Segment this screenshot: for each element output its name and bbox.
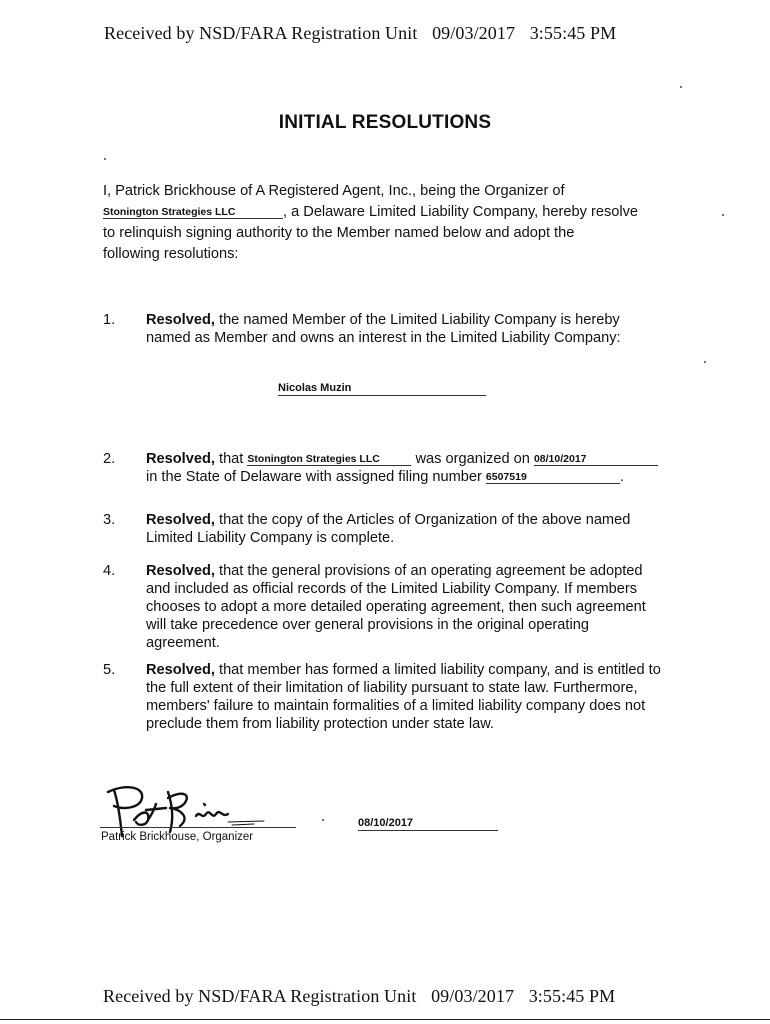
resolution-3-number: 3. bbox=[103, 512, 116, 528]
resolution-2-line-2 bbox=[146, 468, 676, 486]
resolution-4-bold: Resolved, bbox=[146, 563, 215, 579]
resolution-1-text: the named Member of the Limited Liability Company is hereby named as Member and owns an interest in the Limited Liability Company: bbox=[146, 312, 621, 346]
header-stamp bbox=[104, 23, 616, 44]
intro-line-3: to relinquish signing authority to the Member named below and adopt the bbox=[103, 225, 575, 241]
member-name: Nicolas Muzin bbox=[278, 381, 486, 396]
resolution-2-part2: was organized on bbox=[415, 451, 530, 467]
scan-speck bbox=[722, 214, 724, 216]
header-stamp-time: 3:55:45 PM bbox=[529, 23, 617, 43]
resolution-2-date-fill: 08/10/2017 bbox=[534, 453, 658, 466]
resolution-3-text: that the copy of the Articles of Organization of the above named Limited Liability Company is complete. bbox=[146, 512, 631, 546]
resolution-4-text: that the general provisions of an operating agreement be adopted and included as official records of the Limited Liability Company. If members chooses to adopt a more detailed operating agreement, then such agreement will take precedence over general provisions in the original operating agreement. bbox=[146, 563, 646, 651]
resolution-2 bbox=[146, 450, 676, 486]
footer-stamp-text: Received by NSD/FARA Registration Unit bbox=[103, 986, 417, 1006]
footer-stamp-time: 3:55:45 PM bbox=[528, 986, 616, 1006]
resolution-2-number: 2. bbox=[103, 451, 116, 467]
signature-caption: Patrick Brickhouse, Organizer bbox=[101, 831, 254, 843]
resolution-4-number: 4. bbox=[103, 563, 116, 579]
filing-number-fill: 6507519 bbox=[486, 471, 620, 484]
intro-line-1: I, Patrick Brickhouse of A Registered Agent, Inc., being the Organizer of bbox=[103, 183, 565, 199]
resolution-2-part1: that bbox=[219, 451, 244, 467]
intro-line-2-rest: , a Delaware Limited Liability Company, hereby resolve bbox=[283, 204, 639, 220]
resolution-2-bold: Resolved, bbox=[146, 451, 215, 467]
scan-speck bbox=[680, 86, 682, 88]
resolution-1 bbox=[146, 311, 646, 347]
resolution-5-number: 5. bbox=[103, 662, 116, 678]
scan-speck bbox=[322, 819, 324, 821]
document-title: INITIAL RESOLUTIONS bbox=[278, 112, 492, 133]
resolution-5-text: that member has formed a limited liability company, and is entitled to the full extent of their limitation of liability pursuant to state law. Furthermore, members' failure to maintain formalities of a limited liability company does not preclude them from liability protection under state law. bbox=[146, 662, 661, 732]
resolution-4 bbox=[146, 562, 651, 652]
scan-speck bbox=[104, 158, 106, 160]
resolution-3 bbox=[146, 511, 636, 547]
intro-paragraph bbox=[103, 181, 663, 265]
resolution-1-bold: Resolved, bbox=[146, 312, 215, 328]
footer-stamp bbox=[103, 986, 615, 1007]
footer-stamp-date: 09/03/2017 bbox=[431, 986, 515, 1006]
resolution-2-part4: . bbox=[619, 469, 624, 485]
scan-speck bbox=[704, 361, 706, 363]
signature-date: 08/10/2017 bbox=[358, 817, 498, 831]
signature-line bbox=[100, 827, 296, 828]
resolution-5 bbox=[146, 661, 666, 733]
resolution-5-bold: Resolved, bbox=[146, 662, 215, 678]
resolution-3-bold: Resolved, bbox=[146, 512, 215, 528]
resolution-2-part3: in the State of Delaware with assigned filing number bbox=[146, 469, 482, 485]
resolution-1-number: 1. bbox=[103, 312, 116, 328]
intro-line-4: following resolutions: bbox=[103, 246, 239, 262]
resolution-2-company-fill: Stonington Strategies LLC bbox=[247, 453, 411, 466]
intro-line-2 bbox=[103, 202, 663, 223]
header-stamp-date: 09/03/2017 bbox=[432, 23, 516, 43]
scan-edge-line bbox=[0, 1019, 770, 1020]
resolution-2-line-1 bbox=[146, 450, 676, 468]
header-stamp-text: Received by NSD/FARA Registration Unit bbox=[104, 23, 418, 43]
company-name-fill: Stonington Strategies LLC bbox=[103, 206, 283, 219]
